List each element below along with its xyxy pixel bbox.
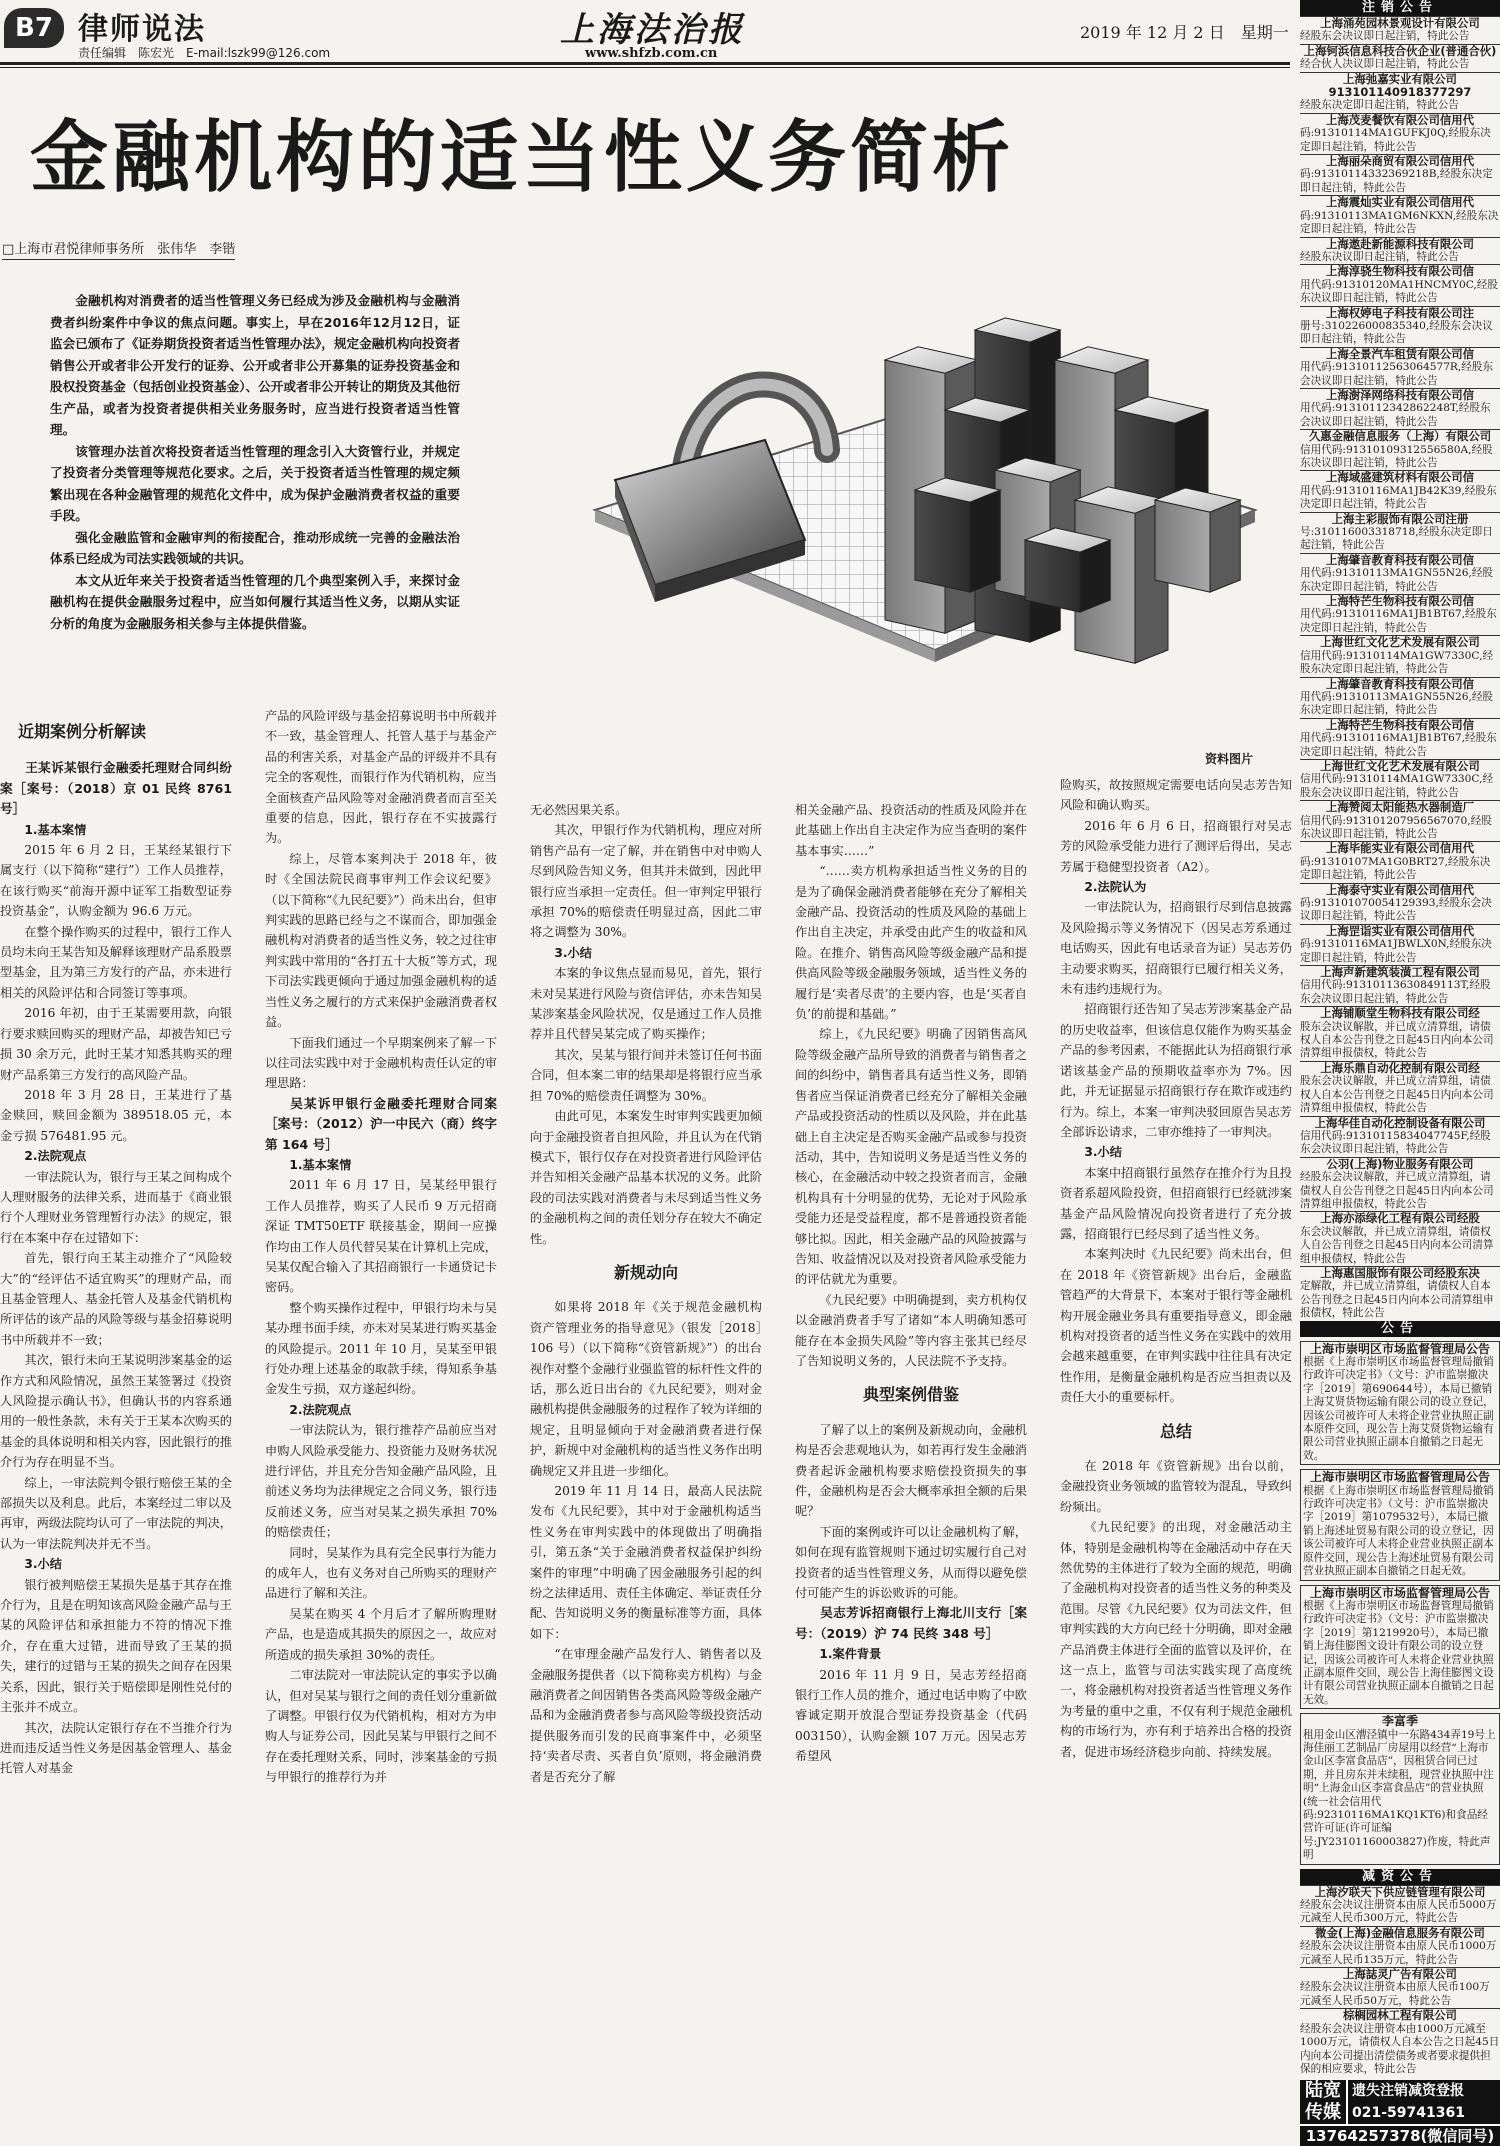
article-column-5 (1060, 775, 1292, 1907)
3d-bar-blocks (885, 318, 1240, 663)
notice-title: 上海罡诣实业有限公司信用代 (1300, 924, 1500, 938)
bar-block-face (1025, 540, 1080, 612)
notice-title: 上海汐联天下供应链管理有限公司 (1300, 1885, 1500, 1899)
sub-heading: 1.基本案情 (289, 1157, 352, 1172)
body-paragraph: 下面的案例或许可以让金融机构了解，如何在现有监管规则下通过切实履行自己对投资者的适当性管理义务，从而得以避免偿付可能产生的诉讼败诉的可能。 (795, 1524, 1027, 1601)
notice-body: 租用金山区漕泾镇中一东路434弄19号上海佳丽工艺制品厂房屋用以经营“上海市金山区李富食品店”，因租赁合同已过期，并且房东并未续租，现营业执照中注明“上海金山区李富食品店”的营业执照(统一社会信用代码:92310116MA1KQ1KT6)和食品经营许可证(许可证编号:JY23101160003827)作废，特此声明 (1303, 1728, 1496, 1862)
body-paragraph: “……卖方机构承担适当性义务的目的是为了确保金融消费者能够在充分了解相关金融产品、投资活动的性质及风险的基础上作出自主决定，并承受由此产生的收益和风险。在推介、销售高风险等级金融产品和提供高风险等级金融服务领域，适当性义务的履行是‘卖者尽责’的主要内容，也是‘买者自负’的前提和基础。” (795, 864, 1027, 1022)
notice-title: 上海泰守实业有限公司信用代 (1300, 883, 1500, 897)
newspaper-masthead: 上海法治报 (560, 10, 745, 50)
notice-title: 上海惠国服饰有限公司经股东决 (1300, 1266, 1500, 1280)
notice-body: 股东会决议解散，并已成立清算组，请债权人自本公告刊登之日起45日内向本公司清算组申报债权，特此公告 (1300, 1020, 1494, 1060)
notice-title: 上海权婷电子科技有限公司注 (1300, 306, 1500, 320)
notice-body: 用代码:91310120MA1HNCMY0C,经股东决议即日起注销，特此公告 (1300, 278, 1498, 305)
notice-body: 经股东会决议注册资本由1000万元减至1000万元，请债权人自本公告之日起45日内向本公司提出清偿债务或者要求提供担保的相应要求，特此公告 (1300, 2022, 1500, 2075)
notice-title: 久惠金融信息服务（上海）有限公司 (1300, 429, 1500, 443)
body-paragraph: 其次，银行未向王某说明涉案基金的运作方式和风险情况，虽然王某签署过《投资人风险提示确认书》，但确认书的内容系通用的一般性条款，未有关于王某本次购买的基金的具体说明和相关内容，因此银行的推介行为存在明显不当。 (0, 1353, 232, 1470)
body-paragraph: 综上，《九民纪要》明确了因销售高风险等级金融产品所导致的消费者与销售者之间的纠纷中，销售者具有适当性义务，即销售者应当保证消费者已经充分了解相关金融产品或投资活动的性质以及风险，并在此基础上自主决定是否购买金融产品或参与投资活动，其中，告知说明义务是适当性义务的核心，在金融活动中较之投资者而言，金融机构具有十分明显的优势，无论对于风险承受能力还是受益程度，都不是普通投资者能够比拟。因此，相关金融产品的风险披露与告知、收益情况以及对投资者风险承受能力的评估就尤为重要。 (795, 1027, 1027, 1287)
notice-body: 用代码:91310116MA1JB42K39,经股东决定即日起注销，特此公告 (1300, 484, 1497, 511)
body-paragraph: 在整个操作购买的过程中，银行工作人员均未向王某告知及解释该理财产品系股票型基金，且为第三方发行的产品，亦未进行相关的风险评估和合同签订等事项。 (0, 924, 232, 1000)
column-paragraphs (0, 820, 232, 1779)
body-paragraph: 同时，吴某作为具有完全民事行为能力的成年人，也有义务对自己所购买的理财产品进行了解和关注。 (265, 1545, 497, 1601)
notice-section-bar: 注销公告 (1300, 0, 1500, 16)
notice-title: 上海铺顺堂生物科技有限公司经 (1300, 1006, 1500, 1020)
body-paragraph: 如果将 2018 年《关于规范金融机构资产管理业务的指导意见》（银发［2018］106 号）（以下简称“《资管新规》”）的出台视作对整个金融行业强监管的标杆性文件的话，那么近日出台的《九民纪要》，则对金融机构提供金融服务的过程作了较为详细的规定，且明显倾向于对金融消费者进行保护，新规中对金融机构的适当性义务作出明确规定又并且进一步细化。 (530, 1300, 762, 1478)
notice-body: 根据《上海市崇明区市场监督管理局撤销行政许可决定书》（文号：沪市监崇撤决字［2019］第690644号），本局已撤销上海艾贤货物运输有限公司的设立登记，因该公司被许可人未将企业营业执照正副本原件交回，现公告上海艾贤货物运输有限公司营业执照正副本自撤销之日起无效。 (1303, 1356, 1494, 1462)
notice-body: 用代码:91310112342862248T,经股东会决议即日起注销，特此公告 (1300, 402, 1491, 428)
notice-title: 上海华佳自动化控制设备有限公司 (1300, 1116, 1500, 1130)
notice-title: 上海茂麦餐饮有限公司信用代 (1300, 113, 1500, 127)
notice-title: 上海市崇明区市场监督管理局公告 (1309, 1585, 1490, 1600)
notice-title: 微金(上海)金融信息服务有限公司 (1300, 1926, 1500, 1940)
ad-media: 传媒 (1300, 2102, 1348, 2124)
body-paragraph: 产品的风险评级与基金招募说明书中所载并不一致，基金管理人、托管人基于与基金产品的利害关系，对基金产品的评级并不具有完全的客观性，而银行作为代销机构，应当全面核查产品风险等对金融消费者而言至关重要的信息，因此，银行存在不实披露行为。 (265, 709, 497, 846)
notice-title: 上海赞阅太阳能热水器制造厂 (1300, 800, 1500, 814)
case-title: 王某诉某银行金融委托理财合同纠纷案［案号：（2018）京 01 民终 8761 号］ (0, 760, 232, 817)
notice-title: 上海肇音教育科技有限公司信 (1300, 553, 1500, 567)
notice-list (1300, 1885, 1500, 2077)
body-paragraph: 2016 年 6 月 6 日，招商银行对吴志芳的风险承受能力进行了测评后得出，吴志芳属于稳健型投资者（A2）。 (1060, 818, 1292, 874)
notice-title: 上海亦添绿化工程有限公司经股 (1300, 1211, 1500, 1225)
body-paragraph: 2011 年 6 月 17 日，吴某经甲银行工作人员推荐，购买了人民币 9 万元招商深证 TMT50ETF 联接基金，期间一应操作均由工作人员代替吴某在计算机上完成，吴某仅配合输入了其招商银行一卡通贷记卡密码。 (265, 1178, 497, 1295)
section-heading: 近期案例分析解读 (18, 722, 147, 741)
body-paragraph: 2016 年初，由于王某需要用款，向银行要求赎回购买的理财产品，却被告知已亏损 30 余万元，此时王某才知悉其购买的理财产品系第三方发行的高风险产品。 (0, 1006, 232, 1082)
case-title: 吴志芳诉招商银行上海北川支行［案号：（2019）沪 74 民终 348 号］ (795, 1605, 1027, 1641)
classified-notices-column (1300, 0, 1500, 2146)
website: www.shfzb.com.cn (585, 46, 718, 61)
body-paragraph: 本案的争议焦点显而易见，首先，银行未对吴某进行风险与资信评估，亦未告知吴某涉案基金风险状况，仅是通过工作人员推荐并且代替吴某完成了购买操作； (530, 966, 762, 1042)
body-paragraph: 首先，银行向王某主动推介了“风险较大”的“经评估不适宜购买”的理财产品，而且基金管理人、基金托管人及基金代销机构所评估的该产品的风险等级与基金招募说明书中所载并不一致； (0, 1251, 232, 1347)
notice-title: 上海丽朵商贸有限公司信用代 (1300, 154, 1500, 168)
notice-body: 定解散，并已成立清算组，请债权人自本公告刊登之日起45日内向本公司清算组申报债权，特此公告 (1300, 1280, 1494, 1320)
notice-body: 经股东会决议解散，并已成立清算组，请债权人自公告刊登之日起45日内向本公司清算组申报债权，特此公告 (1300, 1171, 1494, 1210)
lead-paragraph: 强化金融监管和金融审判的衔接配合，推动形成统一完善的金融法治体系已经成为司法实践领域的共识。 (50, 529, 460, 566)
ad-mobile: 13764257378(微信同号) (1300, 2124, 1500, 2146)
notice-title: 上海世红文化艺术发展有限公司 (1300, 635, 1500, 649)
body-paragraph: 相关金融产品、投资活动的性质及风险并在此基础上作出自主决定作为应当查明的案件基本事实……” (795, 803, 1027, 858)
section-heading: 典型案例借鉴 (862, 1385, 959, 1405)
notice-title: 上海毕能实业有限公司信用代 (1300, 841, 1500, 855)
notice-title: 上海涌苑园林景观设计有限公司 (1300, 16, 1500, 30)
notice-title: 李富季 (1381, 1714, 1418, 1729)
notice-title: 上海肇音教育科技有限公司信 (1300, 677, 1500, 691)
notice-boxes (1300, 1341, 1500, 1710)
notice-body: 根据《上海市崇明区市场监督管理局撤销行政许可决定书》（文号：沪市监崇撤决字［2019］第1219920号），本局已撤销上海佳膨图文设计有限公司的设立登记，因该公司被许可人未将企业营业执照正副本原件交回，现公告上海佳膨图文设计有限公司营业执照正副本自撤销之日起无效。 (1303, 1599, 1494, 1706)
notice-title: 上海钶浜信息科技合伙企业(普通合伙) (1300, 44, 1500, 58)
body-paragraph: “在审理金融产品发行人、销售者以及金融服务提供者（以下简称卖方机构）与金融消费者之间因销售各类高风险等级金融产品和为金融消费者参与高风险等级投资活动提供服务而引发的民商事案件中，必须坚持‘卖者尽责、买者自负’原则，将金融消费者是否充分了解 (530, 1647, 762, 1784)
lead-paragraph: 本文从近年来关于投资者适当性管理的几个典型案例入手，来探讨金融机构在提供金融服务过程中，应当如何履行其适当性义务，以期从实证分析的角度为金融服务相关参与主体提供借鉴。 (50, 572, 460, 631)
padlock-bar-chart-illustration (555, 210, 1275, 750)
body-paragraph: 银行被判赔偿王某损失是基于其存在推介行为，且是在明知该高风险金融产品与王某的风险评估和承担能力不符的情况下推介，存在重大过错，进而导致了王某的损失，建行的过错与王某的损失之间存在因果关系，因此，银行关于赔偿即是刚性兑付的主张并不成立。 (0, 1577, 232, 1715)
notice-title: 上海主彩服饰有限公司注册 (1300, 512, 1500, 526)
bar-block-face (915, 490, 970, 592)
section-heading: 总结 (1159, 1421, 1192, 1441)
publication-date: 2019 年 12 月 2 日 星期一 (1080, 23, 1289, 42)
lead-paragraph: 该管理办法首次将投资者适当性管理的理念引入大资管行业，并规定了投资者分类管理等规范化要求。之后，关于投资者适当性管理的规定频繁出现在各种金融管理的规范化文件中，成为保护金融消费者权益的重要手段。 (50, 443, 460, 523)
article-column-4 (795, 800, 1027, 1907)
body-paragraph: 一审法院认为，银行与王某之间构成个人理财服务的法律关系，进而基于《商业银行个人理财业务管理暂行办法》的规定，银行在本案中存在过错如下： (0, 1169, 232, 1245)
notice-body: 经股东会决议即日起注销，特此公告 (1300, 30, 1470, 43)
notice-title: 上海弛嘉实业有限公司913101140918377297 (1300, 72, 1500, 100)
editor-line: 责任编辑 陈宏光 E-mail:lszk99@126.com (78, 46, 331, 60)
column-paragraphs (795, 800, 1027, 1767)
image-caption: 资料图片 (1205, 752, 1254, 766)
notice-body: 码:91310107MA1G0BRT27,经股东决定即日起注销，特此公告 (1300, 855, 1491, 882)
advertisement-box (1300, 2080, 1500, 2146)
article-byline: □上海市君悦律师事务所 张伟华 李锴 (2, 238, 235, 260)
notice-body: 信用代码:913101207956567070,经股东决议即日起注销，特此公告 (1300, 814, 1492, 840)
body-paragraph: 《九民纪要》的出现，对金融活动主体，特别是金融机构等在金融活动中存在天然优势的主体进行了较为全面的规范，明确了金融机构对投资者的适当性义务的种类及范围。尽管《九民纪要》仅为司法文件，但审判实践的大方向已经十分明确，即对金融产品消费主体进行全面的监管以及评价，在这一点上，监管与司法实践实现了高度统一，将金融机构对投资者适当性管理义务作为考量的重中之重，不仅有利于规范金融机构的市场行为，亦有利于培养出合格的投资者，促进市场经济稳步向前、持续发展。 (1060, 1520, 1292, 1759)
body-paragraph: 2015 年 6 月 2 日，王某经某银行下属支行（以下简称“建行”）工作人员推荐，在该行购买“前海开源中证军工指数型证券投资基金”，认购金额为 96.6 万元。 (0, 843, 232, 919)
lead-paragraph: 金融机构对消费者的适当性管理义务已经成为涉及金融机构与金融消费者纠纷案件中争议的焦点问题。事实上，早在2016年12月12日，证监会已颁布了《证券期货投资者适当性管理办法》，规定金融机构向投资者销售公开或者非公开发行的证券、公开或者非公开募集的证券投资基金和股权投资基金（包括创业投资基金）、公开或者非公开转让的期货及其他衍生产品，或者为投资者提供相关业务服务时，应当进行投资者适当性管理。 (50, 293, 460, 437)
section-name: 律师说法 (78, 12, 206, 47)
notice-body: 信用代码:91310109312556580A,经股东决议即日起注销，特此公告 (1300, 443, 1493, 469)
notice-body: 码:913101070054129393,经股东会决议即日起注销，特此公告 (1300, 897, 1492, 923)
body-paragraph: 一审法院认为，招商银行尽到信息披露及风险揭示等义务情况下（因吴志芳系通过电话购买，因此有电话录音为证）吴志芳仍主动要求购买，招商银行已履行相关义务，未有违约违规行为。 (1060, 900, 1292, 997)
body-paragraph: 了解了以上的案例及新规动向，金融机构是否会悲观地认为，如若再行发生金融消费者起诉金融机构要求赔偿投资损失的事件，金融机构是否会大概率承担全额的后果呢？ (795, 1422, 1027, 1519)
notice-body: 码:91310114332369218B,经股东决定即日起注销，特此公告 (1300, 168, 1493, 194)
notice-title: 上海全景汽车租赁有限公司信 (1300, 347, 1500, 361)
notice-list (1300, 16, 1500, 1321)
body-paragraph: 本案判决时《九民纪要》尚未出台，但在 2018 年《资管新规》出台后，金融监管趋严的大背景下，本案对于银行等金融机构开展金融业务具有重要指导意义，即金融机构对投资者的适当性义务在实践中的效用会越来越重要，在审判实践中往往具有决定性作用，是衡量金融机构是否应当担责以及责任大小的重要标杆。 (1060, 1247, 1292, 1405)
body-paragraph: 其次，法院认定银行存在不当推介行为进而违反适当性义务是因基金管理人、基金托管人对基金 (0, 1720, 232, 1776)
notice-body: 用代码:91310113MA1GN55N26,经股东决定即日起注销，特此公告 (1300, 690, 1494, 717)
body-paragraph: 其次，吴某与银行间并未签订任何书面合同，但本案二审的结果却是将银行应当承担 70%的赔偿责任调整为 30%。 (530, 1047, 762, 1103)
notice-title: 公羽(上海)物业服务有限公司 (1300, 1157, 1500, 1171)
case-title: 吴某诉甲银行金融委托理财合同案［案号：（2012）沪一中民六（商）终字第 164 号］ (265, 1095, 497, 1152)
notice-body: 信用代码:91310113630849113T,经股东会决议即日起注销，特此公告 (1300, 979, 1491, 1005)
notice-body: 股东会决议解散，并已成立清算组，请债权人自本公告刊登之日起45日内向本公司清算组申报债权，特此公告 (1300, 1075, 1494, 1115)
header-rule-thin (0, 67, 1290, 68)
notice-title: 上海域盛建筑材料有限公司信 (1300, 470, 1500, 484)
ad-tagline: 遗失注销减资登报 (1352, 2083, 1464, 2100)
notice-title: 上海乐鼎自动化控制有限公司经 (1300, 1061, 1500, 1075)
sub-heading: 2.法院观点 (289, 1402, 352, 1417)
notice-body: 信用代码:91310114MA1GW7330C,经股东会决议即日起注销，特此公告 (1300, 773, 1494, 799)
notice-box (1300, 1469, 1500, 1580)
sub-heading: 1.基本案情 (24, 822, 87, 837)
notice-title: 上海世红文化艺术发展有限公司 (1300, 759, 1500, 773)
body-paragraph: 吴某在购买 4 个月后才了解所购理财产品，也是造成其损失的原因之一，故应对所造成的损失承担 30%的责任。 (265, 1606, 497, 1662)
notice-title: 上海遨赴新能源科技有限公司 (1300, 237, 1500, 251)
body-paragraph: 招商银行还告知了吴志芳涉案基金产品的历史收益率，但该信息仅能作为购买基金产品的参考因素，不能据此认为招商银行承诺该基金产品的预期收益率亦为 7%。因此，并无证据显示招商银行存在欺诈或违约行为。综上，本案一审判决驳回原告吴志芳全部诉讼请求，二审亦维持了一审判决。 (1060, 1002, 1292, 1139)
body-paragraph: 《九民纪要》中明确提到，卖方机构仅以金融消费者手写了诸如“本人明确知悉可能存在本金损失风险”等内容主张其已经尽了告知说明义务的，人民法院不予支持。 (795, 1292, 1027, 1368)
notice-body: 信用代码:91310114MA1GW7330C,经股东决定即日起注销，特此公告 (1300, 649, 1494, 676)
body-paragraph: 综上，尽管本案判决于 2018 年，彼时《全国法院民商事审判工作会议纪要》（以下简称“《九民纪要》”）尚未出台，但审判实践的思路已经与之不谋而合，即加强金融机构对消费者的适当性义务，较之过往审判实践中常用的“各打五十大板”等方式，现下司法实践更倾向于通过加强金融机构的适当性义务之履行的方式来保护金融消费者权益。 (265, 851, 497, 1030)
notice-title: 上海澍泽网络科技有限公司信 (1300, 388, 1500, 402)
notice-body: 根据《上海市崇明区市场监督管理局撤销行政许可决定书》（文号：沪市监崇撤决字［2019］第1079532号），本局已撤销上海述址贸易有限公司的设立登记，因该公司被许可人未将企业营业执照正副本原件交回，现公告上海述址贸易有限公司营业执照正副本自撤销之日起无效。 (1303, 1484, 1494, 1578)
body-paragraph: 2016 年 11 月 9 日，吴志芳经招商银行工作人员的推介，通过电话申购了中欧睿诚定期开放混合型证券投资基金（代码 003150），认购金额 107 万元。因吴志芳希望风 (795, 1667, 1027, 1764)
body-paragraph: 其次，甲银行作为代销机构，理应对所销售产品有一定了解，并在销售中对申购人尽到风险告知义务，但其并未做到，因此甲银行应当承担一定责任。但一审判定甲银行承担 70%的赔偿责任明显过高，因此二审将之调整为 30%。 (530, 823, 762, 940)
sub-heading: 3.小结 (24, 1557, 62, 1572)
notice-body: 码:91310114MA1GUFKJ0Q,经股东决定即日起注销，特此公告 (1300, 127, 1491, 153)
notice-body: 经股东会决议注册资本由原人民币5000万元减至人民币300万元，特此公告 (1300, 1899, 1497, 1925)
page-number-badge: B7 (4, 8, 64, 48)
notice-body: 码:91310116MA1JBWLX0N,经股东决定即日起注销，特此公告 (1300, 938, 1492, 964)
bar-block-face (1155, 500, 1210, 592)
body-paragraph: 整个购买操作过程中，甲银行均未与吴某办理书面手续，亦未对吴某进行购买基金的风险提示。2011 年 10 月，吴某至甲银行处办理上述基金的取款手续，得知系争基金发生亏损，双方遂起纠纷。 (265, 1300, 497, 1397)
notice-title: 上海声新建筑装潢工程有限公司 (1300, 965, 1500, 979)
notice-box (1300, 1585, 1500, 1710)
notice-title: 上海誌灵广告有限公司 (1300, 1967, 1500, 1981)
notice-title: 上海市崇明区市场监督管理局公告 (1309, 1341, 1490, 1356)
notice-section-bar: 减资公告 (1300, 1869, 1500, 1885)
section-heading: 新规动向 (613, 1262, 678, 1282)
body-paragraph: 一审法院认为，银行推荐产品前应当对申购人风险承受能力、投资能力及财务状况进行评估，并且充分告知金融产品风险，且前述义务均为法律规定之合同义务，银行违反前述义务，应当对吴某之损失承担 70%的赔偿责任； (265, 1423, 497, 1540)
sub-heading: 2.法院认为 (1084, 880, 1147, 895)
sub-heading: 1.案件背景 (819, 1647, 882, 1662)
body-paragraph: 二审法院对一审法院认定的事实予以确认，但对吴某与银行之间的责任划分重新做了调整。甲银行仅为代销机构，相对方为申购人与证券公司，因此吴某与甲银行之间不存在委托理财关系，同时，涉案基金的亏损与甲银行的推荐行为并 (265, 1668, 497, 1785)
header-rule (0, 62, 1290, 65)
notice-title: 上海特芒生物科技有限公司信 (1300, 718, 1500, 732)
ad-phone: 021-59741361 (1352, 2105, 1465, 2122)
sub-heading: 3.小结 (1084, 1145, 1122, 1160)
column-paragraphs (530, 800, 762, 1787)
body-paragraph: 2018 年 3 月 28 日，王某进行了基金赎回，赎回金额为 389518.05 元，本金亏损 576481.95 元。 (0, 1087, 232, 1143)
notice-body: 用代码:91310116MA1JB1BT67,经股东决定即日起注销，特此公告 (1300, 732, 1497, 758)
body-paragraph: 本案中招商银行虽然存在推介行为且投资者系超风险投资，但招商银行已经就涉案基金产品风险情况向投资者进行了充分披露，招商银行已经尽到了适当性义务。 (1060, 1165, 1292, 1241)
body-paragraph: 无必然因果关系。 (530, 803, 628, 817)
notice-body: 经合伙人决议即日起注销，特此公告 (1300, 58, 1470, 71)
bar-block-side (970, 490, 1000, 592)
body-paragraph: 2019 年 11 月 14 日，最高人民法院发布《九民纪要》，其中对于金融机构适当性义务在审判实践中的体现做出了明确指引，第五条“关于金融消费者权益保护纠纷案件的审理”中明确了因金融服务引起的纠纷之法律适用、责任主体确定、举证责任分配、告知说明义务的衡量标准等方面，具体如下： (530, 1484, 762, 1641)
notice-title: 棕榈园林工程有限公司 (1300, 2008, 1500, 2022)
notice-box (1300, 1713, 1500, 1864)
notice-body: 经股东会决议注册资本由原人民币100万元减至人民币50万元，特此公告 (1300, 1981, 1490, 2007)
column-paragraphs (1060, 775, 1292, 1762)
notice-body: 码:91310113MA1GM6NKXN,经股东决定即日起注销，特此公告 (1300, 209, 1499, 236)
notice-body: 用代码:91310112563064577R,经股东会决议即日起注销，特此公告 (1300, 361, 1494, 387)
notice-body: 东会决议解散，并已成立清算组，请债权人自公告刊登之日起45日内向本公司清算组申报债权，特此公告 (1300, 1225, 1494, 1265)
notice-body: 用代码:91310113MA1GN55N26,经股东决定即日起注销，特此公告 (1300, 567, 1494, 593)
notice-title: 上海淳骁生物科技有限公司信 (1300, 264, 1500, 278)
ad-name: 陆宽 (1300, 2080, 1348, 2102)
notice-body: 用代码:91310116MA1JB1BT67,经股东决定即日起注销，特此公告 (1300, 608, 1497, 634)
notice-box (1300, 1341, 1500, 1466)
article-headline: 金融机构的适当性义务简析 (30, 113, 1015, 203)
notice-title: 上海震灿实业有限公司信用代 (1300, 195, 1500, 209)
column-paragraphs (265, 706, 497, 1788)
notice-body: 信用代码:91310115834047745F,经股东会决议即日起注销，特此公告 (1300, 1129, 1491, 1156)
sub-heading: 2.法院观点 (24, 1149, 87, 1164)
article-lead (50, 290, 460, 634)
body-paragraph: 综上，一审法院判令银行赔偿王某的全部损失以及利息。此后，本案经过二审以及再审，两级法院均认可了一审法院的判决，认为一审法院判决并无不当。 (0, 1475, 232, 1551)
article-column-1 (0, 722, 232, 1907)
article-column-2 (265, 706, 497, 1907)
notice-section-bar: 公告 (1300, 1321, 1500, 1337)
body-paragraph: 由此可见，本案发生时审判实践更加倾向于金融投资者自担风险，并且认为在代销模式下，银行仅存在对投资者进行风险评估并告知相关金融产品基本状况的义务。此阶段的司法实践对消费者与未尽到适当性义务的金融机构之间的责任划分存在较大不确定性。 (530, 1109, 762, 1246)
notice-body: 经股东决定即日起注销，特此公告 (1300, 99, 1459, 112)
notice-title: 上海特芒生物科技有限公司信 (1300, 594, 1500, 608)
body-paragraph: 险购买，故按照规定需要电话向吴志芳告知风险和确认购买。 (1060, 778, 1292, 813)
article-column-3 (530, 800, 762, 1907)
bar-block-side (1210, 500, 1240, 592)
notice-body: 号:310116003318718,经股东决定即日起注销，特此公告 (1300, 526, 1493, 552)
sub-heading: 3.小结 (554, 945, 592, 960)
notice-body: 册号:310226000835340,经股东会决议即日起注销，特此公告 (1300, 319, 1493, 346)
notice-title: 上海市崇明区市场监督管理局公告 (1309, 1470, 1490, 1485)
body-paragraph: 下面我们通过一个早期案例来了解一下以往司法实践中对于金融机构责任认定的审理思路： (265, 1035, 497, 1091)
notice-body: 经股东决议即日起注销，特此公告 (1300, 250, 1459, 263)
body-paragraph: 在 2018 年《资管新规》出台以前，金融投资业务领域的监管较为混乱，导致纠纷频出。 (1060, 1459, 1292, 1514)
notice-body: 经股东会决议注册资本由原人民币1000万元减至人民币135万元，特此公告 (1300, 1940, 1497, 1966)
page-header (0, 0, 1290, 62)
